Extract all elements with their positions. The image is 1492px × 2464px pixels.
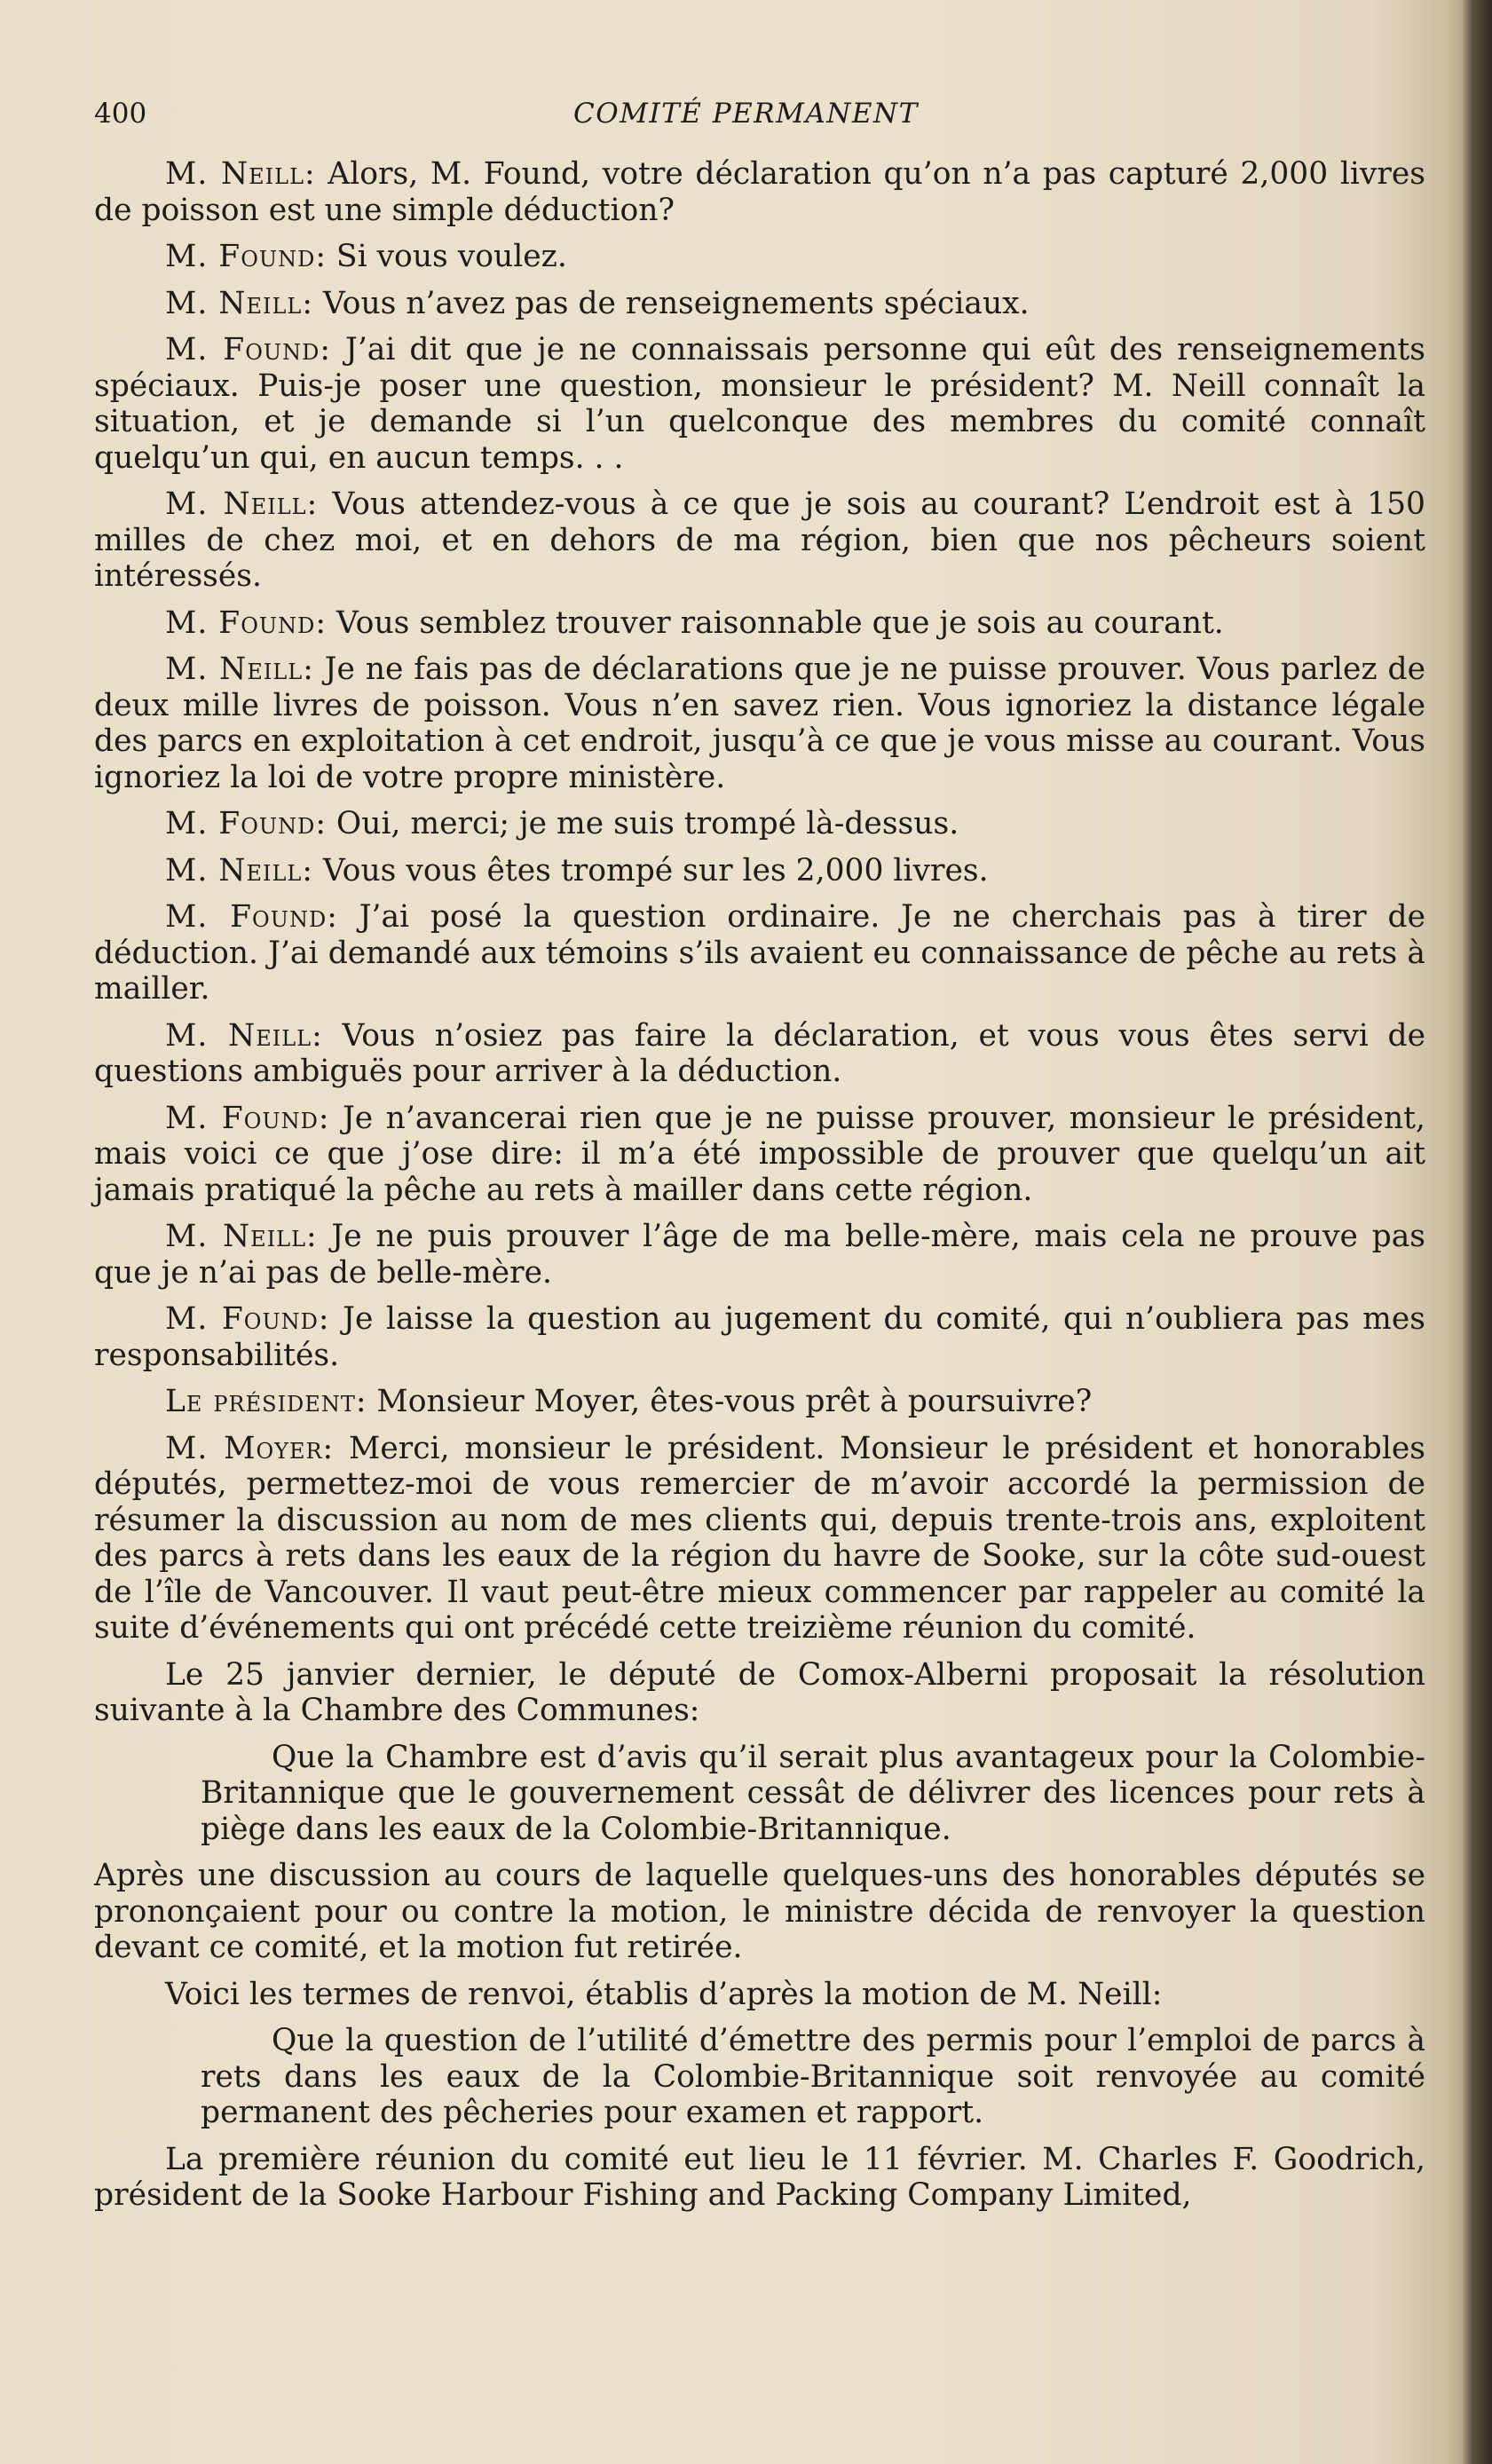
paragraph — [94, 239, 1425, 275]
speaker-name: M. Neill: — [165, 486, 319, 522]
paragraph — [94, 899, 1425, 1007]
speaker-name: M. Moyer: — [165, 1430, 335, 1466]
speaker-name: M. Neill: — [165, 652, 314, 687]
speech-text: Alors, M. Found, votre déclaration qu’on n’a pas capturé 2,000 livres de poisson est une simple déduction? — [94, 156, 1425, 228]
speaker-name: M. Found: — [165, 899, 338, 935]
speech-text: Vous vous êtes trompé sur les 2,000 livres. — [312, 852, 989, 888]
running-title: COMITÉ PERMANENT — [573, 98, 919, 130]
speech-text: Monsieur Moyer, êtes-vous prêt à poursuivre? — [367, 1384, 1093, 1419]
speech-text: Oui, merci; je me suis trompé là-dessus. — [326, 806, 959, 841]
narrative-text: Le 25 janvier dernier, le député de Comox-Alberni proposait la résolution suivante à la Chambre des Communes: — [94, 1656, 1425, 1728]
paragraph — [94, 806, 1425, 842]
paragraph — [94, 1301, 1425, 1373]
paragraph — [94, 1101, 1425, 1209]
block-quote-resolution: Que la Chambre est d’avis qu’il serait plus avantageux pour la Colombie-Britannique que le gouvernement cessât de délivrer des licences pour rets à piège dans les eaux de la Colombie-Britannique. — [201, 1739, 1425, 1847]
speaker-name: M. Neill: — [165, 852, 313, 888]
speaker-name: M. Found: — [165, 239, 327, 274]
speaker-name: M. Found: — [165, 604, 327, 641]
paragraph: Après une discussion au cours de laquelle quelques-uns des honorables députés se prononçaient pour ou contre la motion, le ministre décida de renvoyer la question devant ce comité, et la motion fut retirée. — [94, 1858, 1425, 1965]
speech-text: Vous semblez trouver raisonnable que je sois au courant. — [326, 604, 1224, 641]
paragraph — [94, 156, 1425, 228]
paragraph — [94, 486, 1425, 595]
speech-text: Vous attendez-vous à ce que je sois au courant? L’endroit est à 150 milles de chez moi, et en dehors de ma région, bien que nos pêcheurs soient intéressés. — [94, 486, 1425, 594]
paragraph — [94, 1384, 1425, 1420]
speech-text: Je ne fais pas de déclarations que je ne puisse prouver. Vous parlez de deux mille livres de poisson. Vous n’en savez rien. Vous ignoriez la distance légale des parcs en exploitation à cet endroit, jusqu’à ce que je vous misse au courant. Vous ignoriez la loi de votre propre ministère. — [94, 652, 1425, 795]
speaker-name: M. Neill: — [165, 285, 313, 321]
paragraph — [94, 652, 1425, 795]
document-body — [94, 156, 1425, 2224]
paragraph — [94, 1431, 1425, 1647]
paragraph — [94, 605, 1425, 642]
speech-text: J’ai posé la question ordinaire. Je ne cherchais pas à tirer de déduction. J’ai demandé aux témoins s’ils avaient eu connaissance de pêche au rets à mailler. — [94, 899, 1425, 1007]
speech-text: Je ne puis prouver l’âge de ma belle-mère, mais cela ne prouve pas que je n’ai pas de belle-mère. — [94, 1219, 1426, 1291]
speech-text: Je laisse la question au jugement du comité, qui n’oubliera pas mes responsabilités. — [94, 1301, 1425, 1373]
page-edge-shadow — [1462, 0, 1492, 2464]
speaker-name: M. Found: — [165, 1301, 330, 1337]
speaker-name: M. Neill: — [165, 1017, 323, 1054]
speaker-name: M. Found: — [165, 1100, 330, 1136]
paragraph: Voici les termes de renvoi, établis d’après la motion de M. Neill: — [165, 1976, 1163, 2012]
speaker-name: M. Found: — [165, 806, 327, 841]
speech-text: J’ai dit que je ne connaissais personne qui eût des renseignements spéciaux. Puis-je poser une question, monsieur le président? M. Neill connaît la situation, et je demande si l’un quelconque des membres du comité connaît quelqu’un qui, en aucun temps. . . — [94, 332, 1425, 476]
block-quote-reference: Que la question de l’utilité d’émettre des permis pour l’emploi de parcs à rets dans les eaux de la Colombie-Britannique soit renvoyée au comité permanent des pêcheries pour examen et rapport. — [201, 2023, 1425, 2130]
page-header — [94, 94, 1425, 137]
speech-text: Si vous voulez. — [326, 239, 567, 274]
paragraph — [94, 332, 1425, 476]
page-number: 400 — [94, 98, 147, 130]
paragraph — [94, 1657, 1425, 1729]
paragraph: La première réunion du comité eut lieu le 11 février. M. Charles F. Goodrich, président de la Sooke Harbour Fishing and Packing Company Limited, — [94, 2141, 1425, 2213]
paragraph — [94, 853, 1425, 889]
speaker-name: M. Neill: — [165, 156, 316, 192]
speaker-name: Le président: — [165, 1384, 367, 1419]
speech-text: Vous n’avez pas de renseignements spéciaux. — [312, 285, 1030, 321]
paragraph — [94, 1219, 1425, 1291]
speech-text: Je n’avancerai rien que je ne puisse prouver, monsieur le président, mais voici ce que j’ose dire: il m’a été impossible de prouver que quelqu’un ait jamais pratiqué la pêche au rets à mailler dans cette région. — [94, 1100, 1425, 1208]
speaker-name: M. Neill: — [165, 1219, 318, 1254]
speaker-name: M. Found: — [165, 332, 331, 367]
paragraph — [94, 1018, 1425, 1090]
speech-text: Vous n’osiez pas faire la déclaration, et vous vous êtes servi de questions ambiguës pour arriver à la déduction. — [94, 1017, 1425, 1089]
speech-text: Merci, monsieur le président. Monsieur le président et honorables députés, permettez-moi de vous remercier de m’avoir accordé la permission de résumer la discussion au nom de mes clients qui, depuis trente-trois ans, exploitent des parcs à rets dans les eaux de la région du havre de Sooke, sur la côte sud-ouest de l’île de Vancouver. Il vaut peut-être mieux commencer par rappeler au comité la suite d’événements qui ont précédé cette treizième réunion du comité. — [94, 1430, 1425, 1646]
paragraph — [94, 286, 1425, 322]
